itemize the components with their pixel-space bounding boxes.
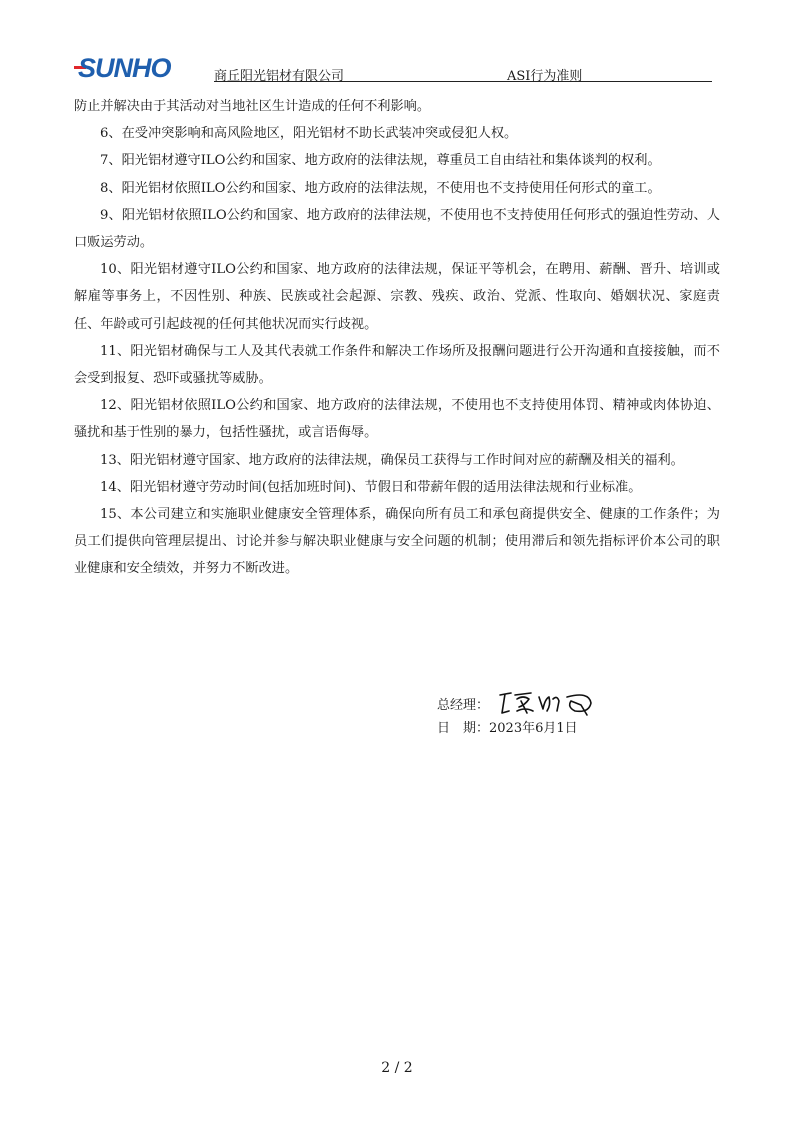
paragraph-item-9: 9、阳光铝材依照ILO公约和国家、地方政府的法律法规，不使用也不支持使用任何形式的强迫性劳动、人口贩运劳动。 (74, 207, 720, 251)
paragraph-continuation: 防止并解决由于其活动对当地社区生计造成的任何不利影响。 (74, 99, 431, 114)
company-name: 商丘阳光铝材有限公司 (214, 69, 345, 84)
document-title: ASI行为准则 (507, 69, 583, 84)
paragraph-item-6: 6、在受冲突影响和高风险地区，阳光铝材不助长武装冲突或侵犯人权。 (100, 126, 518, 142)
paragraph-item-15: 15、本公司建立和实施职业健康安全管理体系，确保向所有员工和承包商提供安全、健康的工作条件；为员工们提供向管理层提出、讨论并参与解决职业健康与安全问题的机制；使用滞后和领先指标评价本公司的职业健康和安全绩效，并努力不断改进。 (74, 507, 720, 577)
page-header (74, 52, 712, 84)
gm-label: 总经理： (437, 697, 490, 713)
paragraph-item-10: 10、阳光铝材遵守ILO公约和国家、地方政府的法律法规，保证平等机会，在聘用、薪酬、晋升、培训或解雇等事务上，不因性别、种族、民族或社会起源、宗教、残疾、政治、党派、性取向、婚姻状况、家庭责任、年龄或可引起歧视的任何其他状况而实行歧视。 (74, 262, 720, 332)
date-value: 2023年6月1日 (489, 721, 578, 736)
paragraph-item-13: 13、阳光铝材遵守国家、地方政府的法律法规，确保员工获得与工作时间对应的薪酬及相关的福利。 (100, 452, 684, 468)
gm-row (437, 689, 637, 717)
signature-block (437, 689, 637, 741)
paragraph-item-14: 14、阳光铝材遵守劳动时间(包括加班时间)、节假日和带薪年假的适用法律法规和行业标准。 (100, 479, 642, 495)
paragraph-item-11: 11、阳光铝材确保与工人及其代表就工作条件和解决工作场所及报酬问题进行公开沟通和直接接触，而不会受到报复、恐吓或骚扰等威胁。 (74, 343, 720, 387)
svg-text:SUNHO: SUNHO (78, 53, 171, 82)
handwritten-signature (497, 689, 597, 717)
sunho-logo (74, 52, 204, 82)
document-body (74, 93, 720, 583)
paragraph-item-8: 8、阳光铝材依照ILO公约和国家、地方政府的法律法规，不使用也不支持使用任何形式的童工。 (100, 180, 661, 196)
date-label: 日 期： (437, 721, 490, 736)
header-rule (214, 81, 712, 82)
paragraph-item-12: 12、阳光铝材依照ILO公约和国家、地方政府的法律法规，不使用也不支持使用体罚、精神或肉体协迫、骚扰和基于性别的暴力，包括性骚扰，或言语侮辱。 (74, 398, 720, 441)
paragraph-item-7: 7、阳光铝材遵守ILO公约和国家、地方政府的法律法规，尊重员工自由结社和集体谈判的权利。 (100, 153, 661, 169)
date-row (437, 717, 637, 741)
page-number: 2 / 2 (381, 1060, 413, 1076)
